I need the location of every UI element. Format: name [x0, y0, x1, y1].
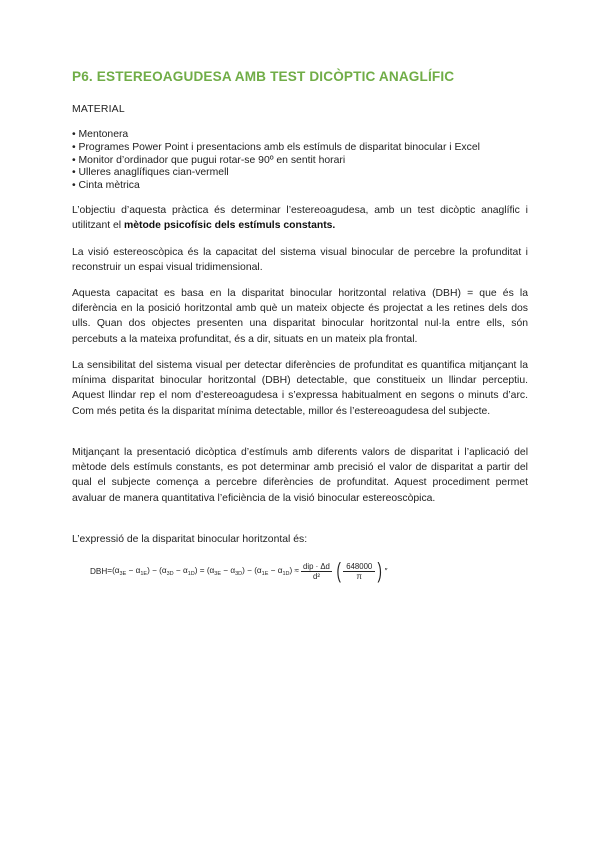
conversion-fraction: [343, 562, 375, 581]
formula-fraction-numerator: dip · Δd: [303, 561, 330, 571]
list-item: • Ulleres anaglífiques cian-vermell: [72, 167, 480, 180]
objective-paragraph: [72, 203, 528, 233]
list-item: • Cinta mètrica: [72, 180, 480, 193]
paragraph-formula-intro: L’expressió de la disparitat binocular horitzontal és:: [72, 534, 308, 545]
material-heading: MATERIAL: [72, 104, 125, 115]
list-item: • Mentonera: [72, 129, 480, 142]
paragraph-method: Mitjançant la presentació dicòptica d’estímuls amb diferents valors de disparitat i l’aplicació del mètode dels estímuls constants, es pot determinar amb precisió el valor de disparitat a partir del qual el subjecte comença a percebre diferències de profunditat. Aquest procediment permet avaluar de manera quantitativa l’eficiència de la visió binocular estereoscòpica.: [72, 447, 528, 504]
paragraph-binocular-disparity: Aquesta capacitat es basa en la disparitat binocular horitzontal relativa (DBH) = que és la diferència en la posició horitzontal amb què un mateix objecte és projectat a les retines dels dos ulls. Quan dos objectes presenten una disparitat binocular horitzontal nul·la entre ells, són percebuts a la mateixa profunditat, és a dir, situats en un mateix pla frontal.: [72, 288, 528, 345]
objective-bold-text: mètode psicofísic dels estímuls constants.: [123, 220, 336, 232]
conversion-numerator: 648000: [343, 562, 375, 572]
list-item: • Monitor d’ordinador que pugui rotar-se 90º en sentit horari: [72, 155, 480, 168]
paragraph-stereoscopic-vision: La visió estereoscòpica és la capacitat del sistema visual binocular de percebre la profunditat i reconstruir un espai visual tridimensional.: [72, 247, 528, 274]
dbh-formula: DBH $=(\alpha_{3E} - \alpha_{1E}) - (\alpha_{3D} - \alpha_{1D}) = (\alpha_{3E} - \alpha_{3D}) - (\alpha_{1E} - \alpha_{1D})$ ≈ $\frac{\text{dip · Δd}}{\text{d²}}$ ( $\frac{648000}{\pi}$ ) ″: [90, 558, 388, 583]
objective-text: L’objectiu d’aquesta pràctica és determinar l’estereoagudesa, amb un test dicòptic anaglífic i utilitzant el: [72, 205, 528, 232]
material-list: [72, 129, 480, 193]
conversion-denominator: π: [356, 571, 362, 581]
formula-fraction-denominator: d²: [312, 571, 320, 581]
list-item: • Programes Power Point i presentacions amb els estímuls de disparitat binocular i Excel: [72, 142, 480, 155]
page-title: P6. ESTEREOAGUDESA AMB TEST DICÒPTIC ANAGLÍFIC: [72, 69, 455, 84]
formula-fraction: [301, 562, 332, 581]
formula-lhs: DBH: [90, 566, 108, 576]
paragraph-sensitivity: La sensibilitat del sistema visual per detectar diferències de profunditat es quantifica mitjançant la mínima disparitat binocular horitzontal (DBH) detectable, que constitueix un llindar perceptiu. Aquest llindar rep el nom d’estereoagudesa i s’expressa habitualment en segons o minuts d’arc. Com més petita és la disparitat mínima detectable, millor és l’estereoagudesa del subjecte.: [72, 360, 528, 417]
